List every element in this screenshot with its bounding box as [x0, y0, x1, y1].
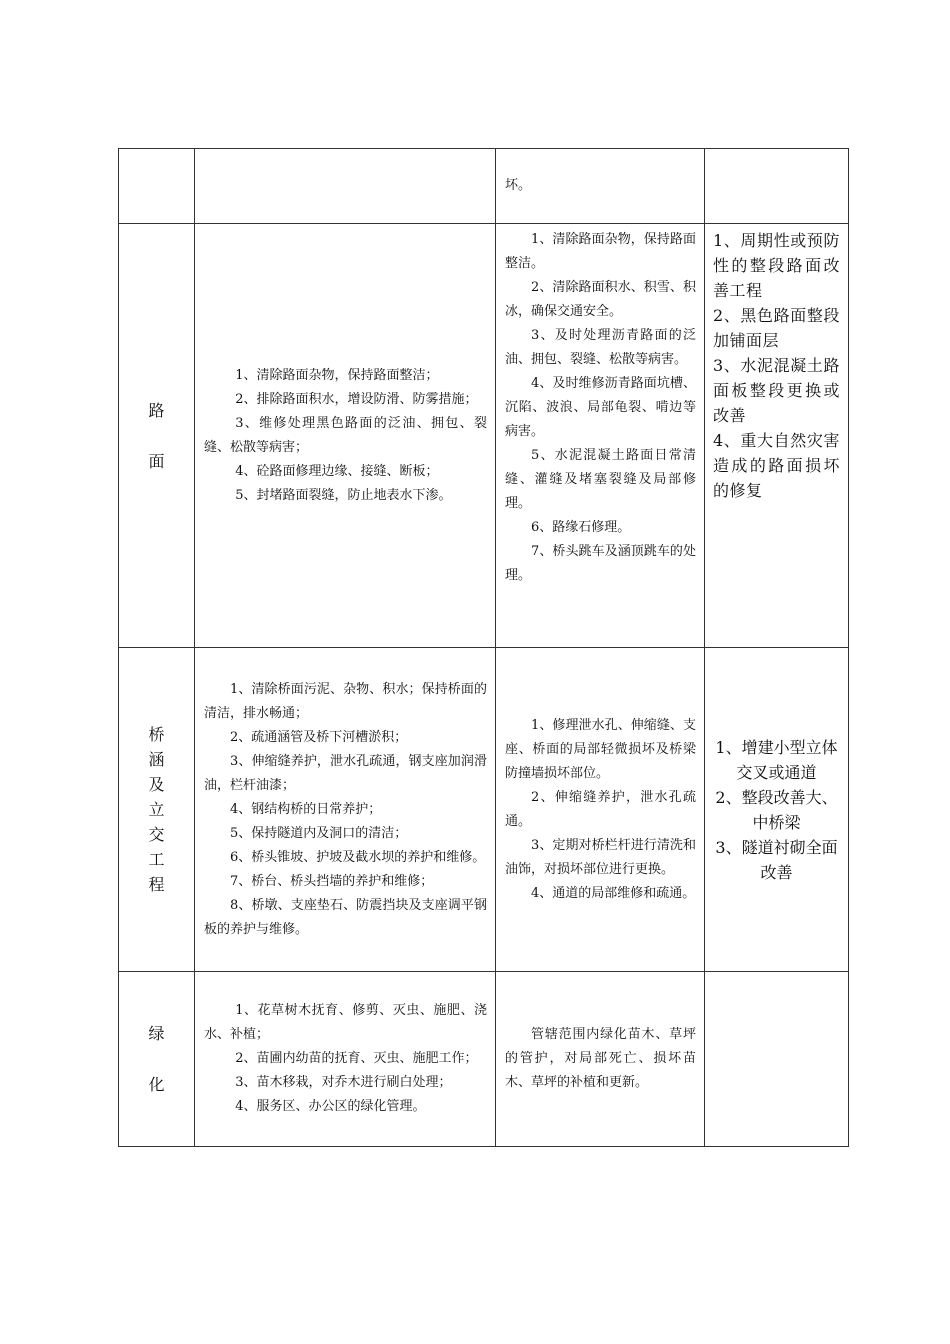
major-repair-cell — [705, 972, 849, 1147]
table-row-bridges — [119, 648, 849, 972]
list-item: 2、清除路面积水、积雪、积冰，确保交通安全。 — [505, 280, 696, 319]
category-char: 程 — [148, 875, 165, 894]
category-cell-greening — [119, 972, 195, 1147]
list-item: 2、苗圃内幼苗的抚育、灭虫、施肥工作； — [235, 1051, 478, 1066]
list-item: 3、维修处理黑色路面的泛油、拥包、裂缝、松散等病害； — [204, 415, 487, 455]
category-char: 及 — [148, 775, 165, 794]
major-repair-cell — [705, 648, 849, 972]
routine-maintenance-cell — [195, 224, 496, 648]
list-item: 3、定期对桥栏杆进行清洗和油饰，对损坏部位进行更换。 — [505, 837, 696, 877]
list-item: 2、疏通涵管及桥下河槽淤积； — [230, 729, 408, 745]
major-repair-cell — [705, 224, 849, 648]
minor-repair-cell — [496, 972, 705, 1147]
list-item: 5、保持隧道内及洞口的清洁； — [230, 825, 408, 841]
list-item: 6、路缘石修理。 — [531, 520, 631, 535]
list-item: 1、周期性或预防性的整段路面改善工程 — [713, 231, 840, 300]
category-char: 交 — [148, 825, 165, 844]
category-cell-bridges — [119, 648, 195, 972]
list-item: 4、及时维修沥青路面坑槽、沉陷、波浪、局部龟裂、啃边等病害。 — [505, 376, 696, 439]
list-item: 1、清除路面杂物，保持路面整洁。 — [505, 232, 696, 271]
list-item: 4、服务区、办公区的绿化管理。 — [235, 1099, 426, 1114]
category-char: 面 — [148, 451, 165, 471]
category-char: 路 — [148, 400, 165, 420]
list-item: 3、隧道衬砌全面改善 — [715, 837, 838, 882]
category-char: 涵 — [148, 750, 165, 769]
list-item: 5、封堵路面裂缝，防止地表水下渗。 — [235, 487, 452, 503]
category-char: 工 — [148, 850, 165, 869]
list-item: 3、及时处理沥青路面的泛油、拥包、裂缝、松散等病害。 — [505, 328, 696, 367]
list-item: 1、清除路面杂物，保持路面整洁； — [235, 367, 439, 383]
list-item: 2、黑色路面整段加铺面层 — [713, 306, 840, 350]
list-item: 3、伸缩缝养护，泄水孔疏通，钢支座加润滑油，栏杆油漆； — [204, 753, 487, 793]
category-char: 桥 — [148, 725, 165, 744]
list-item: 3、苗木移栽，对乔木进行刷白处理； — [235, 1075, 452, 1090]
table-row-continuation — [119, 149, 849, 224]
list-item: 1、修理泄水孔、伸缩缝、支座、桥面的局部轻微损坏及桥梁防撞墙损坏部位。 — [505, 717, 696, 781]
minor-repair-cell — [496, 648, 705, 972]
routine-maintenance-cell — [195, 972, 496, 1147]
category-char: 绿 — [148, 1024, 165, 1043]
category-cell-pavement — [119, 224, 195, 648]
minor-repair-cell — [496, 224, 705, 648]
category-char: 化 — [148, 1075, 165, 1094]
category-char: 立 — [148, 800, 165, 819]
list-item: 4、重大自然灾害造成的路面损坏的修复 — [713, 431, 840, 500]
minor-repair-cell — [496, 149, 705, 224]
major-repair-cell — [705, 149, 849, 224]
maintenance-table — [118, 148, 849, 1147]
routine-maintenance-cell — [195, 648, 496, 972]
table-row-greening — [119, 972, 849, 1147]
list-item: 4、通道的局部维修和疏通。 — [531, 885, 696, 901]
list-item: 7、桥头跳车及涵顶跳车的处理。 — [505, 544, 696, 583]
list-item: 2、整段改善大、中桥梁 — [715, 787, 838, 832]
cell-text: 坏。 — [505, 178, 532, 193]
list-item: 管辖范围内绿化苗木、草坪的管护，对局部死亡、损坏苗木、草坪的补植和更新。 — [505, 1027, 696, 1090]
list-item: 1、花草树木抚育、修剪、灭虫、施肥、浇水、补植； — [204, 1003, 487, 1042]
routine-maintenance-cell — [195, 149, 496, 224]
list-item: 1、增建小型立体交叉或通道 — [715, 737, 838, 782]
table-row-pavement — [119, 224, 849, 648]
list-item: 6、桥头锥坡、护坡及截水坝的养护和维修。 — [230, 849, 486, 865]
list-item: 1、清除桥面污泥、杂物、积水；保持桥面的清洁，排水畅通； — [204, 681, 487, 721]
list-item: 2、排除路面积水，增设防滑、防雾措施； — [235, 391, 478, 407]
list-item: 4、钢结构桥的日常养护； — [230, 801, 382, 817]
category-cell — [119, 149, 195, 224]
list-item: 2、伸缩缝养护，泄水孔疏通。 — [505, 789, 696, 829]
list-item: 3、水泥混凝土路面板整段更换或改善 — [713, 356, 840, 425]
list-item: 7、桥台、桥头挡墙的养护和维修； — [230, 873, 434, 889]
list-item: 4、砼路面修理边缘、接缝、断板； — [235, 463, 439, 479]
list-item: 8、桥墩、支座垫石、防震挡块及支座调平钢板的养护与维修。 — [204, 897, 487, 937]
list-item: 5、水泥混凝土路面日常清缝、灌缝及堵塞裂缝及局部修理。 — [505, 448, 696, 511]
